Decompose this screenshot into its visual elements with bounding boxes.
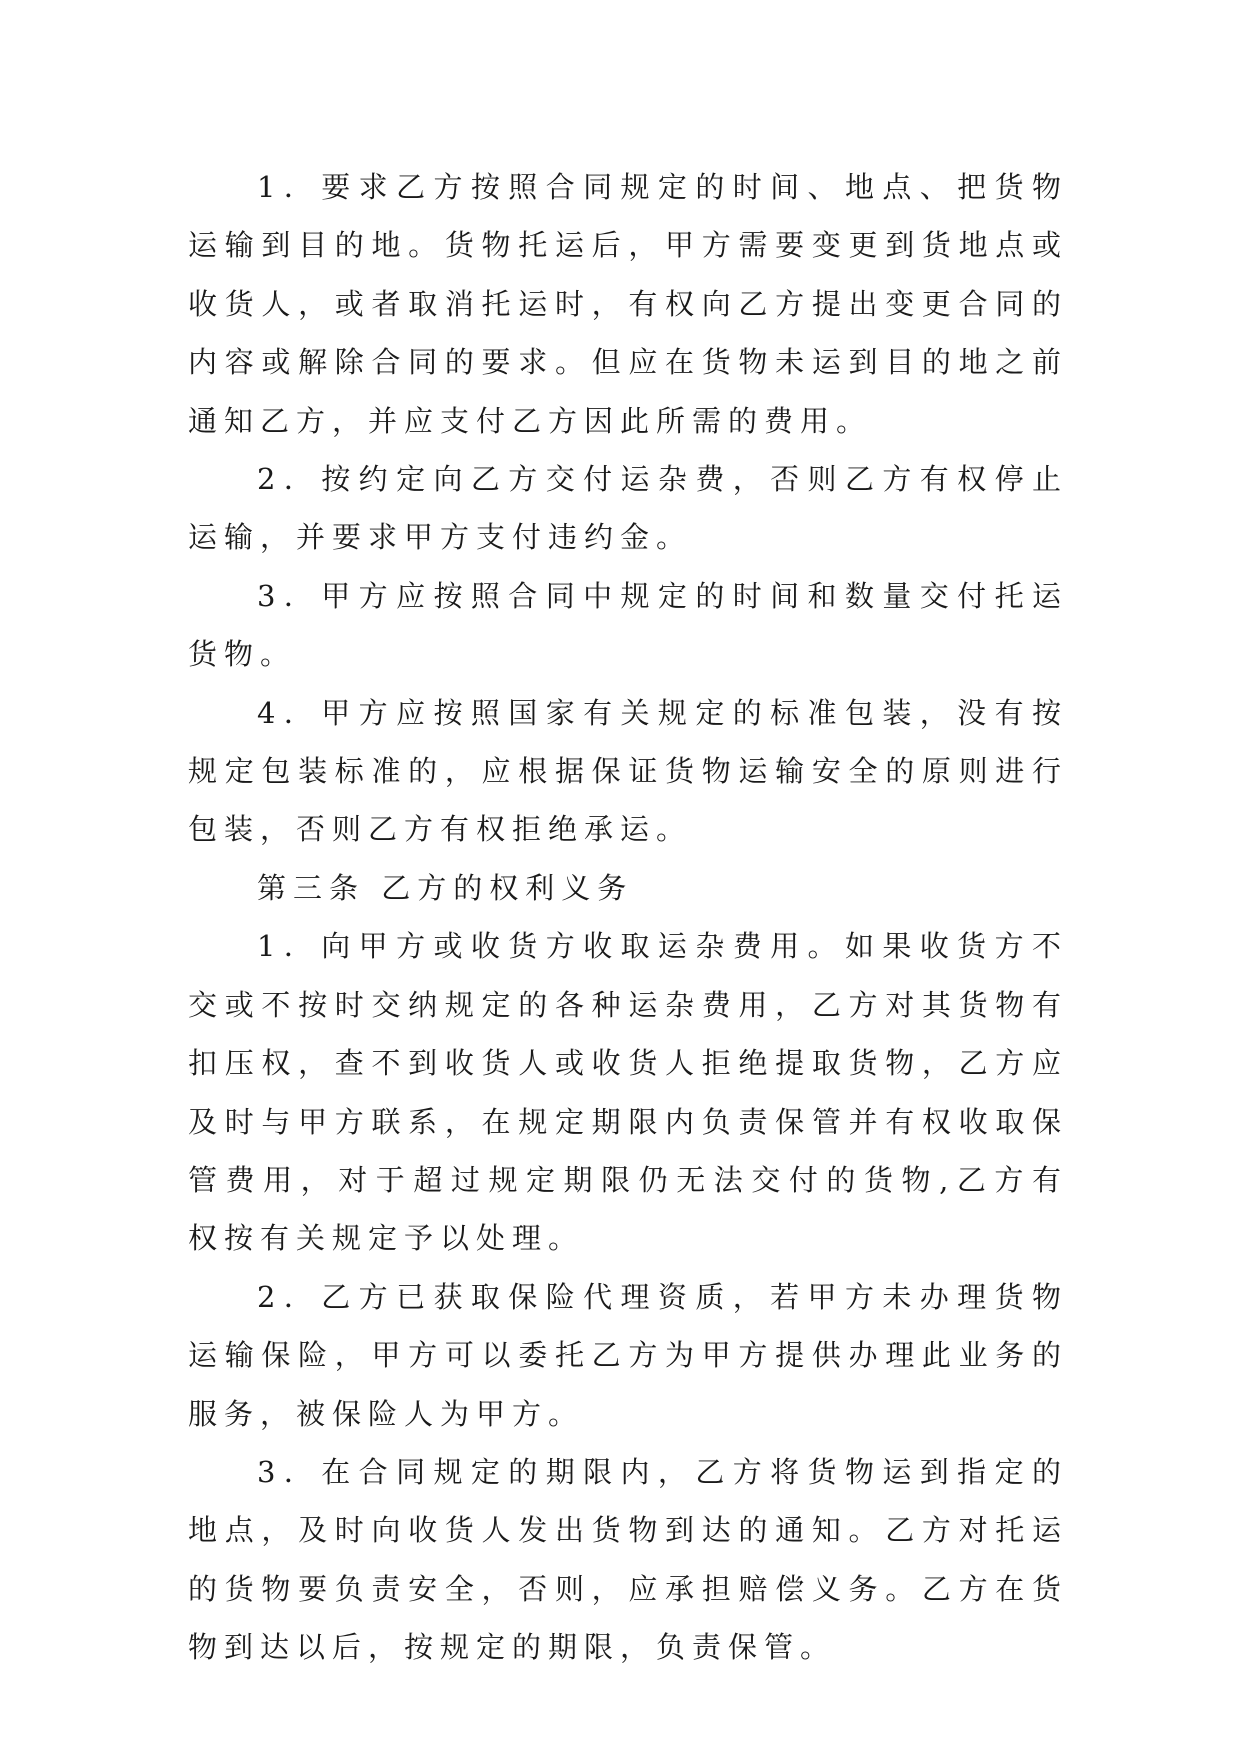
document-body (188, 158, 1068, 1677)
paragraph-clause-3-item-2: 2．乙方已获取保险代理资质，若甲方未办理货物运输保险，甲方可以委托乙方为甲方提供办理此业务的服务，被保险人为甲方。 (188, 1279, 1068, 1431)
paragraph-clause-2-item-4: 4．甲方应按照国家有关规定的标准包装，没有按规定包装标准的，应根据保证货物运输安全的原则进行包装，否则乙方有权拒绝承运。 (188, 695, 1068, 847)
paragraph-clause-2-item-3: 3．甲方应按照合同中规定的时间和数量交付托运货物。 (188, 578, 1068, 672)
paragraph-clause-2-item-1: 1．要求乙方按照合同规定的时间、地点、把货物运输到目的地。货物托运后，甲方需要变更到货地点或收货人，或者取消托运时，有权向乙方提出变更合同的内容或解除合同的要求。但应在货物未运到目的地之前通知乙方，并应支付乙方因此所需的费用。 (188, 170, 1068, 438)
paragraph-clause-3-item-1: 1．向甲方或收货方收取运杂费用。如果收货方不交或不按时交纳规定的各种运杂费用，乙方对其货物有扣压权，查不到收货人或收货人拒绝提取货物，乙方应及时与甲方联系，在规定期限内负责保管并有权收取保管费用，对于超过规定期限仍无法交付的货物,乙方有权按有关规定予以处理。 (188, 929, 1068, 1256)
paragraph-clause-3-item-3: 3．在合同规定的期限内，乙方将货物运到指定的地点，及时向收货人发出货物到达的通知。乙方对托运的货物要负责安全，否则，应承担赔偿义务。乙方在货物到达以后，按规定的期限，负责保管。 (188, 1454, 1068, 1665)
paragraph-clause-2-item-2: 2．按约定向乙方交付运杂费，否则乙方有权停止运输，并要求甲方支付违约金。 (188, 462, 1068, 555)
section-heading-clause-3: 第三条 乙方的权利义务 (257, 870, 634, 905)
